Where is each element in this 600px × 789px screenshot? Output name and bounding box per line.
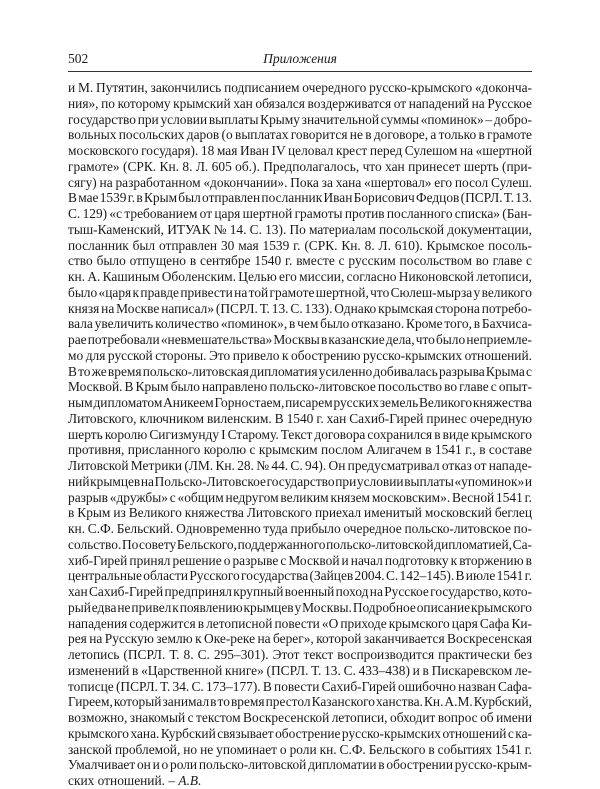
- text-line: хан Сахиб-Гирей предпринял крупный военный поход на Русское государство, кото-: [68, 584, 532, 599]
- text-line: В то же время польско-литовская дипломатия усиленно добивалась разрыва Крыма с: [68, 363, 532, 379]
- text-line: центральные области Русского государства (Зайцев 2004. С. 142–145). В июле 1541 г.: [68, 568, 532, 584]
- text-line: разрыв «дружбы» с «общим недругом великим князем московским». Весной 1541 г.: [68, 489, 532, 505]
- text-line: вольных посольских даров (о выплатах говорится не в договоре, а только в грамоте: [68, 127, 532, 143]
- author-signature: А.В.: [178, 773, 202, 788]
- text-line: рея на Русскую землю к Оке-реке на берег», которой заканчивается Воскресенская: [68, 631, 532, 647]
- text-line: Литовского, ключником виленским. В 1540 г. хан Сахиб-Гирей принес очередную: [68, 410, 532, 426]
- text-line-final: [68, 773, 532, 789]
- text-line: сольство. По совету Бельского, поддержанного польско-литовской дипломатией, Са-: [68, 536, 532, 552]
- text-line: Гиреем, который занимал в то время престол Казанского ханства. Кн. А.М. Курбский,: [68, 694, 532, 710]
- text-line: кн. А. Кашиным Оболенским. Целью его миссии, согласно Никоновской летописи,: [68, 269, 532, 284]
- text-line: рае потребовали «невмешательства» Москвы в казанские дела, что было неприемле-: [68, 332, 532, 347]
- text-line: и М. Путятин, закончились подписанием очередного русско-крымского «доконча-: [68, 80, 532, 95]
- text-line: противня, присланного королю с крымским послом Алигачем в 1541 г., в составе: [68, 442, 532, 458]
- text-line: нападения содержится в летописной повести «О приходе крымского царя Сафа Ки-: [68, 615, 532, 631]
- text-line: московского государя). 18 мая Иван IV целовал крест перед Сулешом на «шертной: [68, 143, 532, 158]
- text-line: Литовской Метрики (ЛМ. Кн. 28. № 44. С. 94). Он предусматривал отказ от нападе-: [68, 458, 532, 473]
- text-line: изменений в «Царственной книге» (ПСРЛ. Т. 13. С. 433–438) и в Пискаревском ле-: [68, 662, 532, 678]
- text-line: грамоте» (СРК. Кн. 8. Л. 605 об.). Предполагалось, что хан принесет шерть (при-: [68, 158, 532, 174]
- text-line: летопись (ПСРЛ. Т. 8. С. 295–301). Этот текст воспроизводится практически без: [68, 647, 532, 662]
- page-header: [68, 50, 532, 70]
- header-rule: [68, 71, 532, 72]
- text-line: крымского хана. Курбский связывает обострение русско-крымских отношений с ка-: [68, 725, 532, 741]
- body-text: [68, 80, 532, 789]
- text-line: мо для русской стороны. Это привело к обострению русско-крымских отношений.: [68, 347, 532, 363]
- text-line: князя на Москве написал» (ПСРЛ. Т. 13. С. 133). Однако крымская сторона потребо-: [68, 300, 532, 316]
- text-line: ным дипломатом Аникеем Горностаем, писарем русских земель Великого княжества: [68, 395, 532, 410]
- text-line: шерть королю Сигизмунду I Старому. Текст договора сохранился в виде крымского: [68, 426, 532, 442]
- text-line: занской проблемой, но не упоминает о роли кн. С.Ф. Бельского в событиях 1541 г.: [68, 741, 532, 757]
- text-line: В мае 1539 г. в Крым был отправлен посланник Иван Борисович Федцов (ПСРЛ. Т. 13.: [68, 190, 532, 206]
- text-line: С. 129) «с требованием от царя шертной грамоты против посланного списка» (Бан-: [68, 206, 532, 221]
- text-line: вала увеличить количество «поминок», в чем было отказано. Кроме того, в Бахчиса-: [68, 316, 532, 332]
- text-line: тыш-Каменский, ИТУАК № 14. С. 13). По материалам посольской документации,: [68, 221, 532, 237]
- page-number: 502: [68, 51, 89, 66]
- running-title: Приложения: [263, 51, 337, 66]
- final-text: ских отношений. –: [68, 773, 179, 788]
- text-line: посланник был отправлен 30 мая 1539 г. (СРК. Кн. 8. Л. 610). Крымское посоль-: [68, 237, 532, 253]
- text-line: в Крым из Великого княжества Литовского приехал именитый московский беглец: [68, 505, 532, 521]
- text-line: государство при условии выплаты Крыму значительной суммы «поминок» – добро-: [68, 111, 532, 127]
- text-line: сягу) на разработанном «докончании». Пока за хана «шертовал» его посол Сулеш.: [68, 174, 532, 190]
- text-line: ний крымцев на Польско-Литовское государство при условии выплаты «упоминок» и: [68, 473, 532, 489]
- text-line: хиб-Гирей принял решение о разрыве с Москвой и начал подготовку к вторжению в: [68, 552, 532, 568]
- text-line: тописце (ПСРЛ. Т. 34. С. 173–177). В повести Сахиб-Гирей ошибочно назван Сафа-: [68, 678, 532, 694]
- text-line: рый едва не привел к появлению крымцев у Москвы. Подробное описание крымского: [68, 599, 532, 615]
- text-line: кн. С.Ф. Бельский. Одновременно туда прибыло очередное польско-литовское по-: [68, 521, 532, 536]
- text-line: было «царя к правде привести на той грамоте шертной, что Сюлеш-мырза у великого: [68, 284, 532, 300]
- text-line: возможно, знакомый с текстом Воскресенской летописи, обходит вопрос об имени: [68, 710, 532, 725]
- text-line: Москвой. В Крым было направлено польско-литовское посольство во главе с опыт-: [68, 379, 532, 395]
- text-line: ство было отпущено в сентябре 1540 г. вместе с русским посольством во главе с: [68, 253, 532, 269]
- text-line: ния», по которому крымский хан обязался воздерживатся от нападений на Русское: [68, 95, 532, 111]
- text-line: Умалчивает он и о роли польско-литовской дипломатии в обострении русско-крым-: [68, 757, 532, 773]
